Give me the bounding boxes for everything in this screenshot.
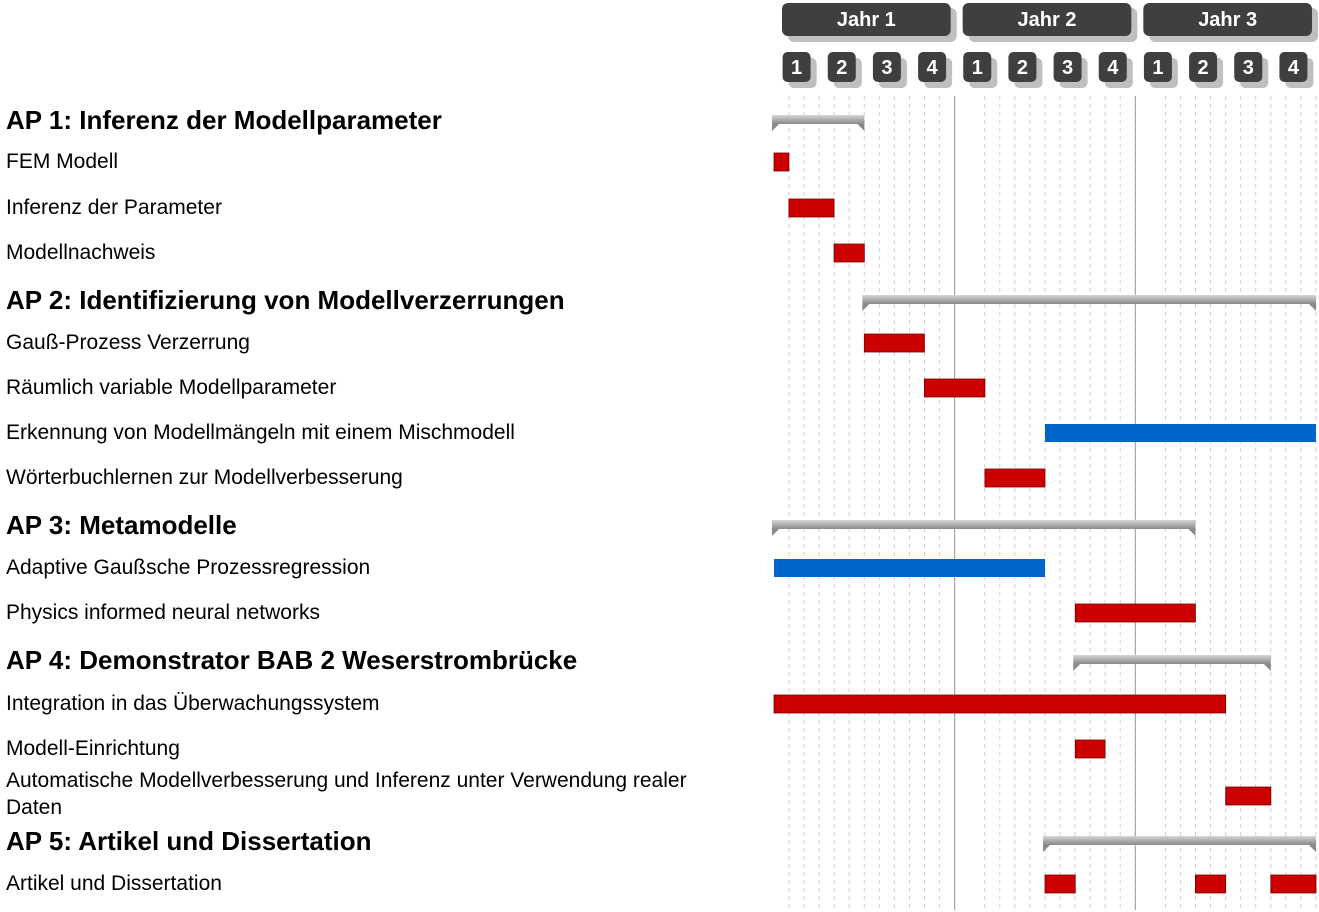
- label-line: Räumlich variable Modellparameter: [6, 376, 337, 399]
- quarter-header: [1144, 52, 1178, 88]
- summary-bar: [862, 295, 1316, 304]
- summary-bar-start-cap: [862, 304, 869, 311]
- gantt-rows: [6, 105, 1316, 895]
- label-line: Inferenz der Parameter: [6, 196, 222, 219]
- phase-row: [6, 285, 1316, 315]
- label-line: Erkennung von Modellmängeln mit einem Mischmodell: [6, 421, 515, 444]
- summary-bar-start-cap: [772, 529, 779, 536]
- task-row: [6, 331, 924, 354]
- task-bar: [1195, 875, 1225, 893]
- label-line: AP 5: Artikel und Dissertation: [6, 826, 372, 856]
- task-label: [6, 241, 155, 264]
- task-bar: [789, 199, 834, 217]
- quarter-header: [828, 52, 862, 88]
- label-line: Physics informed neural networks: [6, 601, 320, 624]
- quarter-header: [1234, 52, 1268, 88]
- task-row: [6, 376, 985, 399]
- label-line: AP 3: Metamodelle: [6, 510, 237, 540]
- summary-bar-end-cap: [1309, 845, 1316, 852]
- task-bar: [1075, 740, 1105, 758]
- phase-row: [6, 105, 864, 135]
- quarter-header: [1189, 52, 1223, 88]
- task-bar: [1045, 424, 1316, 442]
- quarter-header: [873, 52, 907, 88]
- quarter-label: 2: [1197, 57, 1209, 79]
- quarter-label: 4: [1287, 57, 1299, 79]
- task-label: [6, 769, 687, 819]
- task-row: [6, 150, 789, 173]
- quarter-label: 1: [791, 57, 803, 79]
- summary-bar: [1073, 655, 1271, 664]
- task-bar: [834, 244, 864, 262]
- task-label: [6, 556, 370, 579]
- quarter-label: 4: [926, 57, 938, 79]
- quarter-label: 2: [1016, 57, 1028, 79]
- quarter-label: 3: [1242, 57, 1254, 79]
- label-line: AP 4: Demonstrator BAB 2 Weserstrombrücke: [6, 645, 578, 675]
- label-line: Integration in das Überwachungssystem: [6, 692, 380, 715]
- task-row: [6, 737, 1105, 760]
- task-row: [6, 421, 1316, 444]
- phase-row: [6, 510, 1195, 540]
- quarter-label: 1: [1152, 57, 1164, 79]
- label-line: AP 2: Identifizierung von Modellverzerrungen: [6, 285, 565, 315]
- phase-label: [6, 645, 577, 675]
- task-row: [6, 466, 1045, 489]
- summary-bar-start-cap: [772, 124, 779, 131]
- task-bar: [774, 153, 789, 171]
- quarter-label: 1: [971, 57, 983, 79]
- phase-label: [6, 510, 237, 540]
- task-bar: [774, 695, 1226, 713]
- year-header: [963, 3, 1138, 42]
- quarter-label: 3: [1062, 57, 1074, 79]
- year-label: Jahr 2: [1017, 9, 1077, 31]
- task-row: [6, 601, 1195, 624]
- quarter-label: 4: [1107, 57, 1119, 79]
- label-line: Adaptive Gaußsche Prozessregression: [6, 556, 371, 579]
- task-bar: [985, 469, 1045, 487]
- year-label: Jahr 3: [1198, 9, 1258, 31]
- quarter-header: [1008, 52, 1042, 88]
- phase-label: [6, 826, 372, 856]
- summary-bar-end-cap: [1264, 664, 1271, 671]
- task-label: [6, 692, 380, 715]
- label-line: FEM Modell: [6, 150, 119, 173]
- task-label: [6, 421, 515, 444]
- label-line: Automatische Modellverbesserung und Inferenz unter Verwendung realer: [6, 769, 687, 792]
- label-line: AP 1: Inferenz der Modellparameter: [6, 105, 442, 135]
- quarter-label: 2: [836, 57, 848, 79]
- task-bar: [1271, 875, 1316, 893]
- task-label: [6, 466, 403, 489]
- task-row: [6, 872, 1316, 895]
- phase-label: [6, 105, 442, 135]
- label-line: Daten: [6, 796, 63, 819]
- summary-bar-end-cap: [857, 124, 864, 131]
- task-row: [6, 196, 834, 219]
- phase-row: [6, 826, 1316, 856]
- task-label: [6, 376, 336, 399]
- quarter-header: [783, 52, 817, 88]
- task-bar: [1075, 604, 1195, 622]
- summary-bar-end-cap: [1188, 529, 1195, 536]
- quarter-header: [918, 52, 952, 88]
- label-line: Modellnachweis: [6, 241, 156, 264]
- task-label: [6, 872, 222, 895]
- year-label: Jahr 1: [836, 9, 896, 31]
- task-label: [6, 196, 222, 219]
- task-row: [6, 241, 864, 264]
- phase-label: [6, 285, 565, 315]
- quarter-header: [1099, 52, 1133, 88]
- timeline-header: [782, 3, 1318, 88]
- task-bar: [774, 559, 1045, 577]
- task-bar: [864, 334, 924, 352]
- year-header: [782, 3, 957, 42]
- quarter-header: [1054, 52, 1088, 88]
- label-line: Wörterbuchlernen zur Modellverbesserung: [6, 466, 403, 489]
- task-row: [6, 692, 1226, 715]
- task-bar: [1226, 787, 1271, 805]
- task-label: [6, 601, 320, 624]
- task-label: [6, 150, 118, 173]
- task-row: [6, 556, 1045, 579]
- summary-bar: [772, 520, 1195, 529]
- label-line: Artikel und Dissertation: [6, 872, 222, 895]
- quarter-header: [1279, 52, 1313, 88]
- label-line: Gauß-Prozess Verzerrung: [6, 331, 250, 354]
- task-bar: [924, 379, 985, 397]
- summary-bar-end-cap: [1309, 304, 1316, 311]
- phase-row: [6, 645, 1271, 675]
- quarter-label: 3: [881, 57, 893, 79]
- summary-bar-start-cap: [1043, 845, 1050, 852]
- summary-bar-start-cap: [1073, 664, 1080, 671]
- task-bar: [1045, 875, 1075, 893]
- task-label: [6, 331, 250, 354]
- summary-bar: [1043, 836, 1316, 845]
- task-row: [6, 769, 1271, 819]
- label-line: Modell-Einrichtung: [6, 737, 180, 760]
- year-header: [1143, 3, 1318, 42]
- summary-bar: [772, 115, 864, 124]
- task-label: [6, 737, 180, 760]
- quarter-header: [963, 52, 997, 88]
